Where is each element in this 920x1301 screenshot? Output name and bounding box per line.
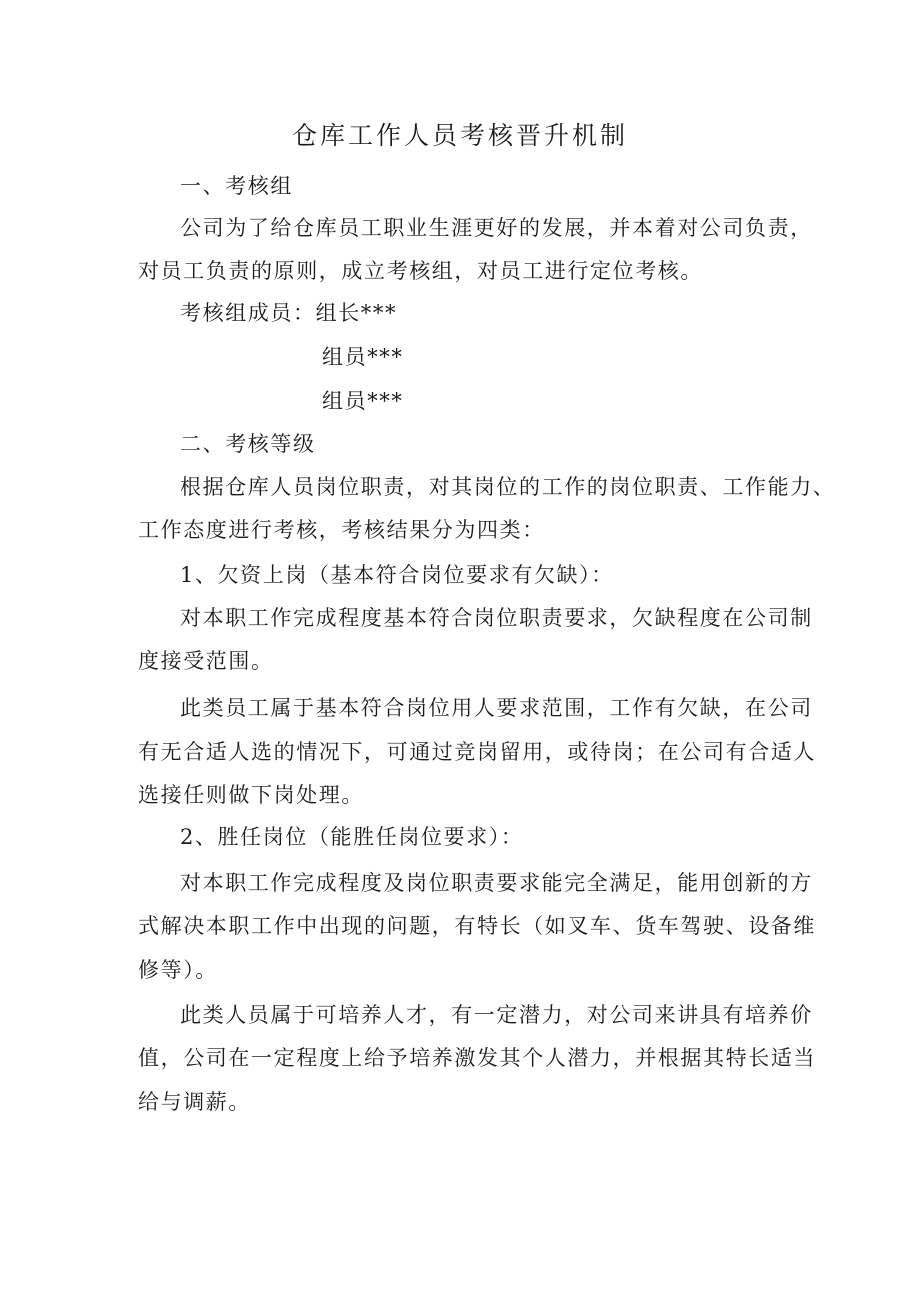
paragraph-line: 有无合适人选的情况下，可通过竞岗留用，或待岗；在公司有合适人 <box>138 740 816 764</box>
paragraph-line: 对本职工作完成程度基本符合岗位职责要求，欠缺程度在公司制 <box>180 606 813 630</box>
document-title: 仓库工作人员考核晋升机制 <box>291 121 628 150</box>
level-heading-2: 2、胜任岗位（能胜任岗位要求）： <box>180 825 524 849</box>
paragraph-line: 此类员工属于基本符合岗位用人要求范围，工作有欠缺，在公司 <box>180 696 813 720</box>
paragraph-line: 值，公司在一定程度上给予培养激发其个人潜力，并根据其特长适当 <box>138 1046 816 1070</box>
paragraph-line: 此类人员属于可培养人才，有一定潜力，对公司来讲具有培养价 <box>180 1003 813 1027</box>
paragraph-line: 修等）。 <box>138 958 218 982</box>
member-line: 组员*** <box>322 389 404 413</box>
paragraph-line: 给与调薪。 <box>138 1090 251 1114</box>
paragraph-line: 式解决本职工作中出现的问题，有特长（如叉车、货车驾驶、设备维 <box>138 914 816 938</box>
member-leader-line: 考核组成员：组长*** <box>180 301 398 325</box>
paragraph-line: 对本职工作完成程度及岗位职责要求能完全满足，能用创新的方 <box>180 871 813 895</box>
paragraph-line: 工作态度进行考核，考核结果分为四类： <box>138 518 545 542</box>
member-line: 组员*** <box>322 345 404 369</box>
level-heading-1: 1、欠资上岗（基本符合岗位要求有欠缺）： <box>180 563 614 587</box>
paragraph-line: 根据仓库人员岗位职责，对其岗位的工作的岗位职责、工作能力、 <box>180 475 836 499</box>
paragraph-line: 度接受范围。 <box>138 649 274 673</box>
paragraph-line: 选接任则做下岗处理。 <box>138 783 364 807</box>
paragraph-line: 公司为了给仓库员工职业生涯更好的发展，并本着对公司负责， <box>180 216 813 240</box>
section-heading-assessment-group: 一、考核组 <box>180 174 293 198</box>
section-heading-assessment-levels: 二、考核等级 <box>180 432 316 456</box>
paragraph-line: 对员工负责的原则，成立考核组，对员工进行定位考核。 <box>138 259 703 283</box>
